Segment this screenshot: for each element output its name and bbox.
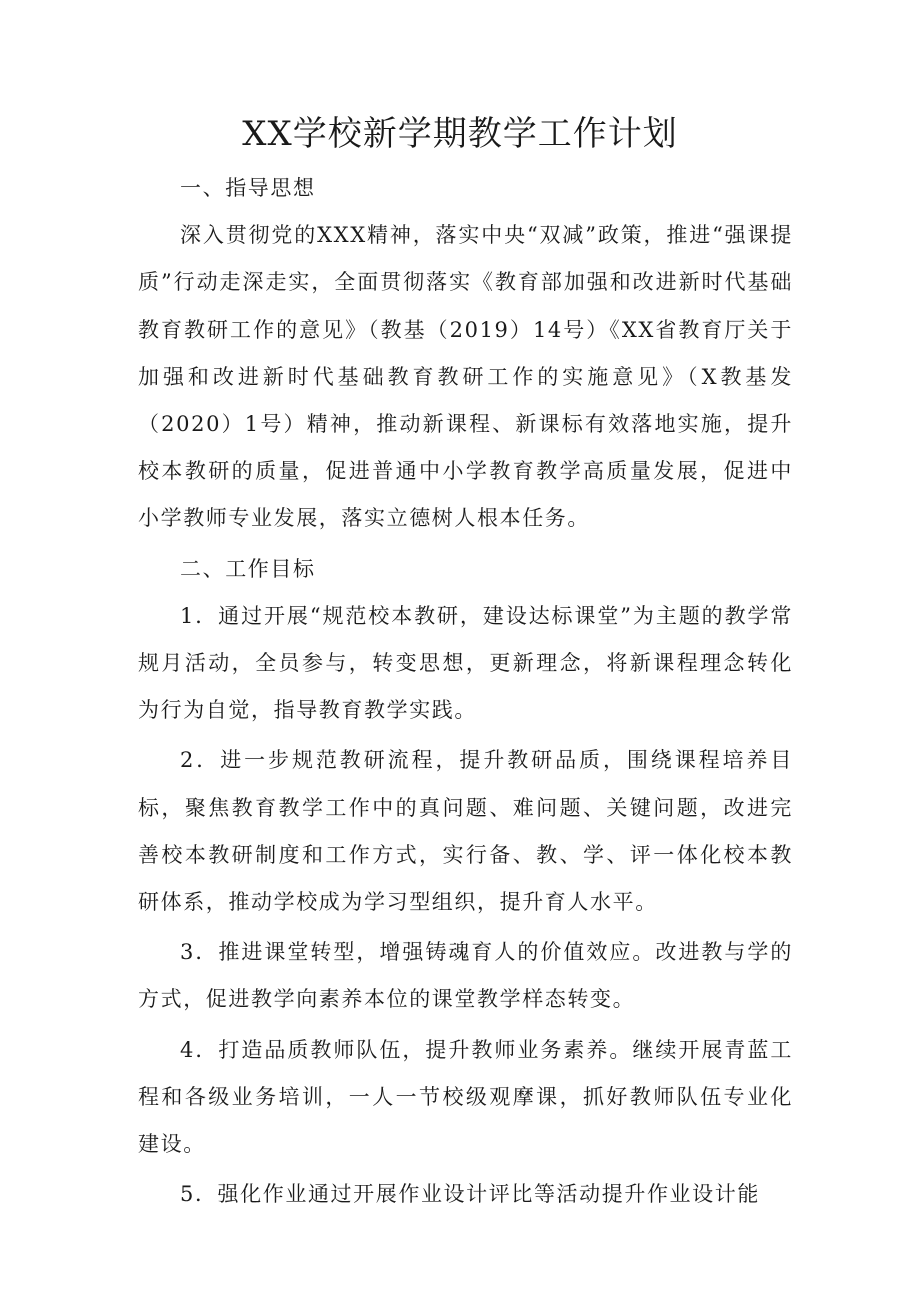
paragraph-guiding-thought: 深入贯彻党的XXX精神，落实中央“双减”政策，推进“强课提质”行动走深走实，全面贯彻落实《教育部加强和改进新时代基础教育教研工作的意见》（教基（2019）14号）《XX省教育厅关于加强和改进新时代基础教育教研工作的实施意见》（X教基发（2020）1号）精神，推动新课程、新课标有效落地实施，提升校本教研的质量，促进普通中小学教育教学高质量发展，促进中小学教师专业发展，落实立德树人根本任务。 bbox=[138, 223, 793, 531]
goal-item-2: 2．进一步规范教研流程，提升教研品质，围绕课程培养目标，聚焦教育教学工作中的真问题、难问题、关键问题，改进完善校本教研制度和工作方式，实行备、教、学、评一体化校本教研体系，推动学校成为学习型组织，提升育人水平。 bbox=[138, 748, 793, 915]
goal-item-3: 3．推进课堂转型，增强铸魂育人的价值效应。改进教与学的方式，促进教学向素养本位的课堂教学样态转变。 bbox=[138, 940, 793, 1012]
document-title: XX学校新学期教学工作计划 bbox=[242, 114, 678, 154]
goal-item-5: 5．强化作业通过开展作业设计评比等活动提升作业设计能 bbox=[180, 1182, 760, 1207]
section-heading-work-goals: 二、工作目标 bbox=[180, 556, 316, 581]
goal-item-1: 1．通过开展“规范校本教研，建设达标课堂”为主题的教学常规月活动，全员参与，转变思想，更新理念，将新课程理念转化为行为自觉，指导教育教学实践。 bbox=[138, 603, 793, 723]
section-heading-guiding-thought: 一、指导思想 bbox=[180, 176, 316, 200]
goal-item-4: 4．打造品质教师队伍，提升教师业务素养。继续开展青蓝工程和各级业务培训，一人一节校级观摩课，抓好教师队伍专业化建设。 bbox=[138, 1037, 793, 1157]
document-body bbox=[138, 165, 793, 1218]
